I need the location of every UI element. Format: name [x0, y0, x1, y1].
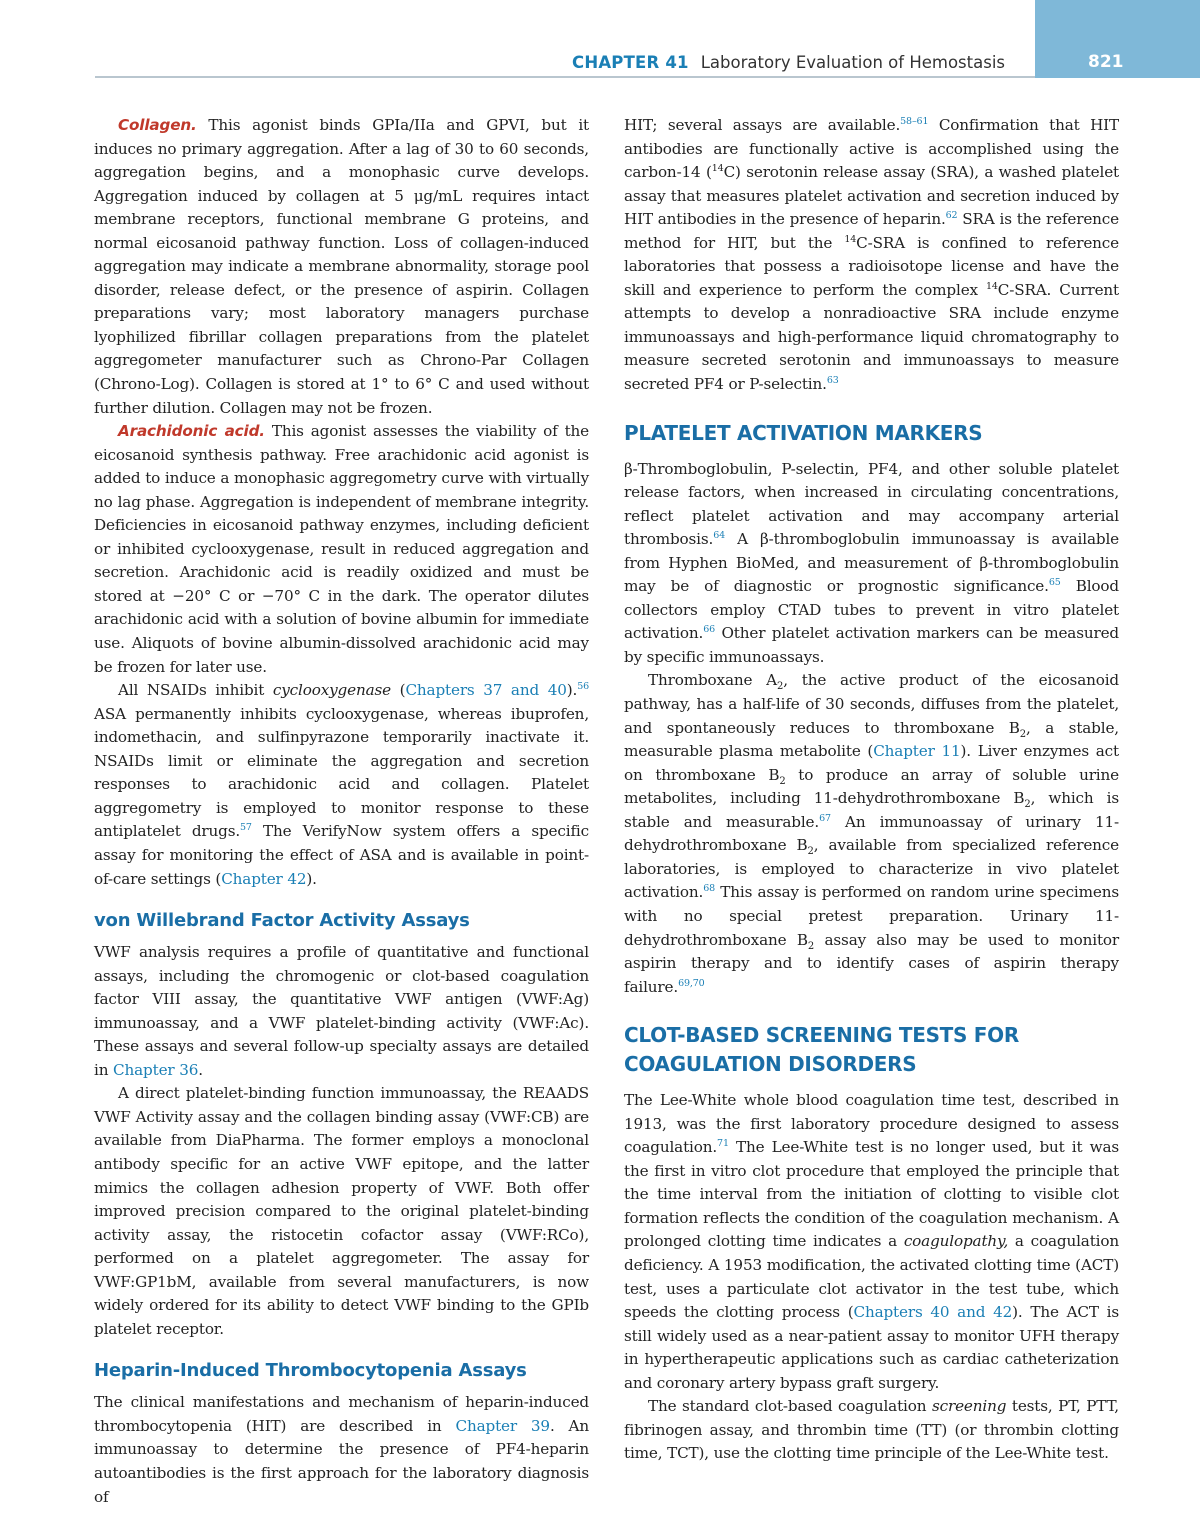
right-column — [624, 114, 1119, 1466]
chapter-42-link[interactable]: Chapter 42 — [221, 869, 307, 888]
ref-58-61[interactable]: 58–61 — [900, 115, 929, 127]
hit-paragraph: The clinical manifestations and mechanism of heparin-induced thrombocytopenia (HIT) are described in Chapter 39. An immunoassay to determine the presence of PF4-heparin autoantibodies is the first approach for the laboratory diagnosis of — [94, 1393, 590, 1506]
collagen-term: Collagen. — [118, 116, 197, 134]
chapter-title: Laboratory Evaluation of Hemostasis — [700, 53, 1005, 72]
collagen-paragraph: Collagen. This agonist binds GPIa/IIa and GPVI, but it induces no primary aggregation. After a lag of 30 to 60 seconds, aggregation begins, and a monophasic curve develops. Aggregation induced by collagen at 5 μg/mL requires intact membrane receptors, functional membrane G proteins, and normal eicosanoid pathway function. Loss of collagen-induced aggregation may indicate a membrane abnormality, storage pool disorder, release defect, or the presence of aspirin. Collagen preparations vary; most laboratory managers purchase lyophilized fibrillar collagen preparations from the platelet aggregometer manufacturer such as Chrono-Par Collagen (Chrono-Log). Collagen is stored at 1° to 6° C and used without further dilution. Collagen may not be frozen. — [94, 116, 589, 417]
ref-67[interactable]: 67 — [819, 812, 831, 824]
page-number: 821 — [1088, 52, 1124, 72]
chapter-header — [572, 53, 1005, 72]
ref-71[interactable]: 71 — [717, 1138, 729, 1150]
pam-paragraph-1: β-Thromboglobulin, P-selectin, PF4, and other soluble platelet release factors, when increased in circulating concentrations, reflect platelet activation and may accompany arterial thrombosis.$^{64}$ A β-thromboglobulin immunoassay is available from Hyphen BioMed, and measurement of β-thromboglobulin may be of diagnostic or prognostic significance.$^{65}$ Blood collectors employ CTAD tubes to prevent in vitro platelet activation.$^{66}$ Other platelet activation markers can be measured by specific immunoassays. — [624, 459, 1119, 666]
left-column — [94, 114, 589, 1509]
clot-based-heading: CLOT-BASED SCREENING TESTS FOR COAGULATION DISORDERS — [624, 1023, 1019, 1077]
chapter-11-link[interactable]: Chapter 11 — [873, 742, 961, 761]
vwf-heading: von Willebrand Factor Activity Assays — [94, 910, 470, 932]
chapter-label: CHAPTER 41 — [572, 53, 689, 72]
ref-66[interactable]: 66 — [703, 624, 716, 636]
vwf-paragraph-1: VWF analysis requires a profile of quantitative and functional assays, including the chromogenic or clot-based coagulation factor VIII assay, the quantitative VWF antigen (VWF:Ag) immunoassay, and a VWF platelet-binding activity (VWF:Ac). These assays and several follow-up specialty assays are detailed in Chapter 36. — [94, 943, 589, 1079]
arachidonic-term: Arachidonic acid. — [118, 422, 265, 441]
ref-65[interactable]: 65 — [1048, 577, 1061, 589]
chapter-39-link[interactable]: Chapter 39 — [455, 1416, 550, 1435]
hit-heading: Heparin-Induced Thrombocytopenia Assays — [94, 1360, 527, 1382]
nsaid-paragraph: All NSAIDs inhibit cyclooxygenase (Chapters 37 and 40).$^{56}$ ASA permanently inhibits cyclooxygenase, whereas ibuprofen, indomethacin, and sulfinpyrazone temporarily inactivate it. NSAIDs limit or eliminate the aggregation and secretion responses to arachidonic acid and collagen. Platelet aggregometry is employed to monitor response to these antiplatelet drugs.$^{57}$ The VerifyNow system offers a specific assay for monitoring the effect of ASA and is available in point-of-care settings (Chapter 42). — [94, 681, 589, 888]
page-number-box — [1035, 0, 1200, 78]
ref-64[interactable]: 64 — [713, 530, 725, 542]
chapter-36-link[interactable]: Chapter 36 — [113, 1060, 199, 1079]
arachidonic-paragraph: Arachidonic acid. This agonist assesses the viability of the eicosanoid synthesis pathway. Free arachidonic acid agonist is added to induce a monophasic aggregometry curve with virtually no lag phase. Aggregation is independent of membrane integrity. Deficiencies in eicosanoid pathway enzymes, including deficient or inhibited cyclooxygenase, result in reduced aggregation and secretion. Arachidonic acid is readily oxidized and must be stored at −20° C or −70° C in the dark. The operator dilutes arachidonic acid with a solution of bovine albumin for immediate use. Aliquots of bovine albumin-dissolved arachidonic acid may be frozen for later use. — [94, 422, 589, 676]
ref-63[interactable]: 63 — [826, 374, 839, 386]
ref-57[interactable]: 57 — [240, 822, 252, 834]
pam-paragraph-2: Thromboxane $A_2$, the active product of the eicosanoid pathway, has a half-life of 30 seconds, diffuses from the platelet, and spontaneously reduces to thromboxane $B_2$, a stable, measurable plasma metabolite (Chapter 11). Liver enzymes act on thromboxane $B_2$ to produce an array of soluble urine metabolites, including 11-dehydrothromboxane $B_2$, which is stable and measurable.$^{67}$ An immunoassay of urinary 11-dehydrothromboxane $B_2$, available from specialized reference laboratories, is employed to characterize in vivo platelet activation.$^{68}$ This assay is performed on random urine specimens with no special pretest preparation. Urinary 11-dehydrothromboxane $B_2$ assay also may be used to monitor aspirin therapy and to identify cases of aspirin therapy failure.$^{69,70}$ — [624, 671, 1120, 996]
running-header — [0, 0, 1200, 80]
clot-paragraph-2: The standard clot-based coagulation screening tests, PT, PTT, fibrinogen assay, and thrombin time (TT) (or thrombin clotting time, TCT), use the clotting time principle of the Lee-White test. — [624, 1397, 1119, 1463]
chapters-37-40-link[interactable]: Chapters 37 and 40 — [405, 681, 567, 700]
ref-69-70[interactable]: 69,70 — [678, 977, 705, 989]
chapters-40-42-link[interactable]: Chapters 40 and 42 — [853, 1303, 1013, 1322]
ref-62[interactable]: 62 — [945, 210, 958, 222]
platelet-activation-heading: PLATELET ACTIVATION MARKERS — [624, 420, 983, 445]
vwf-paragraph-2: A direct platelet-binding function immunoassay, the REAADS VWF Activity assay and the collagen binding assay (VWF:CB) are available from DiaPharma. The former employs a monoclonal antibody specific for an active VWF epitope, and the latter mimics the collagen adhesion property of VWF. Both offer improved precision compared to the original platelet-binding activity assay, the ristocetin cofactor assay (VWF:RCo), performed on a platelet aggregometer. The assay for VWF:GP1bM, available from several manufacturers, is now widely ordered for its ability to detect VWF binding to the GPIb platelet receptor. — [94, 1084, 589, 1338]
clot-paragraph-1: The Lee-White whole blood coagulation time test, described in 1913, was the first laboratory procedure designed to assess coagulation.$^{71}$ The Lee-White test is no longer used, but it was the first in vitro clot procedure that employed the principle that the time interval from the initiation of clotting to visible clot formation reflects the condition of the coagulation mechanism. A prolonged clotting time indicates a coagulopathy, a coagulation deficiency. A 1953 modification, the activated clotting time (ACT) test, uses a particulate clot activator in the test tube, which speeds the clotting process (Chapters 40 and 42). The ACT is still widely used as a near-patient assay to monitor UFH therapy in hypertherapeutic applications such as cardiac catheterization and coronary artery bypass graft surgery. — [624, 1091, 1119, 1392]
ref-68[interactable]: 68 — [703, 883, 716, 895]
hit-continued-paragraph: HIT; several assays are available.$^{58-61}$ Confirmation that HIT antibodies are functionally active is accomplished using the carbon-14 ($^{14}$C) serotonin release assay (SRA), a washed platelet assay that measures platelet activation and secretion induced by HIT antibodies in the presence of heparin.$^{62}$ SRA is the reference method for HIT, but the $^{14}$C-SRA is confined to reference laboratories that possess a radioisotope license and have the skill and experience to perform the complex $^{14}$C-SRA. Current attempts to develop a nonradioactive SRA include enzyme immunoassays and high-performance liquid chromatography to measure secreted serotonin and immunoassays to measure secreted PF4 or P-selectin.$^{63}$ — [624, 115, 1120, 394]
ref-56[interactable]: 56 — [577, 681, 589, 693]
